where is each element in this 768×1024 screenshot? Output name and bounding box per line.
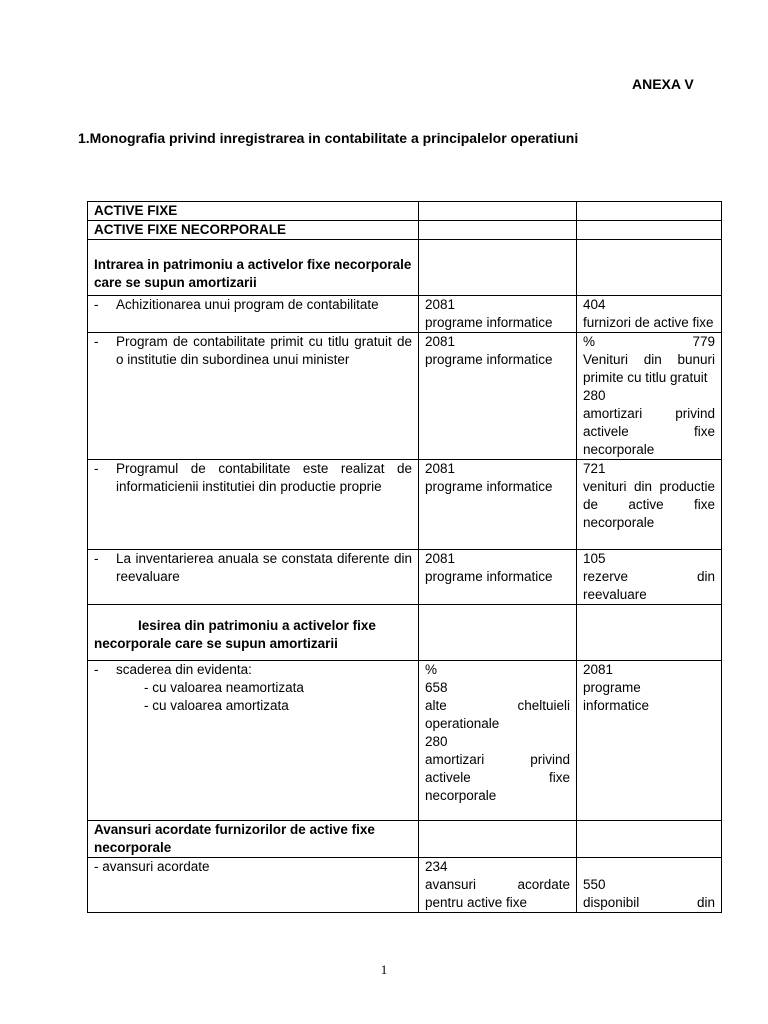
subsection-title-text: Iesirea din patrimoniu a activelor fixe necorporale care se supun amortizarii bbox=[94, 618, 376, 651]
operation-text: scaderea din evidenta: bbox=[116, 662, 252, 677]
empty-cell bbox=[419, 605, 577, 661]
percent-sign: % bbox=[583, 334, 596, 349]
credit-cell bbox=[577, 333, 722, 460]
debit-account-name: programe informatice bbox=[425, 479, 553, 494]
empty-cell bbox=[577, 605, 722, 661]
credit-account-code: 779 bbox=[692, 334, 715, 349]
debit-cell bbox=[419, 550, 577, 605]
debit-account-code: 234 bbox=[425, 859, 448, 874]
debit-account-code: 2081 bbox=[425, 334, 456, 349]
subsection-title: Avansuri acordate furnizorilor de active fixe necorporale bbox=[88, 821, 419, 858]
debit-account-code: 280 bbox=[425, 734, 448, 749]
credit-cell bbox=[577, 460, 722, 550]
table-row bbox=[88, 460, 722, 550]
empty-cell bbox=[419, 221, 577, 240]
list-dash: - bbox=[94, 334, 99, 349]
debit-cell bbox=[419, 333, 577, 460]
table-row bbox=[88, 296, 722, 333]
credit-account-code: 2081 bbox=[583, 662, 614, 677]
operation-cell bbox=[88, 550, 419, 605]
operation-text: La inventarierea anuala se constata diferente din reevaluare bbox=[116, 551, 412, 584]
credit-account-name: furnizori de active fixe bbox=[583, 315, 714, 330]
debit-account-code: 658 bbox=[425, 680, 448, 695]
table-row bbox=[88, 221, 722, 240]
empty-cell bbox=[419, 240, 577, 296]
credit-account-code: 404 bbox=[583, 297, 606, 312]
operation-cell bbox=[88, 460, 419, 550]
credit-account-name: venituri din productie de active fixe necorporale bbox=[583, 479, 715, 530]
debit-account-name: avansuri acordate pentru active fixe bbox=[425, 877, 570, 910]
empty-cell bbox=[577, 221, 722, 240]
empty-cell bbox=[577, 821, 722, 858]
debit-cell bbox=[419, 296, 577, 333]
empty-cell bbox=[419, 821, 577, 858]
subsection-title bbox=[88, 605, 419, 661]
percent-sign: % bbox=[425, 662, 438, 677]
empty-cell bbox=[419, 202, 577, 221]
credit-account-code: 721 bbox=[583, 461, 606, 476]
subsection-title bbox=[88, 240, 419, 296]
debit-account-name: programe informatice bbox=[425, 315, 553, 330]
operation-subitem: - cu valoarea neamortizata bbox=[144, 680, 304, 695]
debit-account-name: amortizari privind activele fixe necorporale bbox=[425, 752, 570, 803]
section-title: ACTIVE FIXE bbox=[88, 202, 419, 221]
credit-account-name: Venituri din bunuri primite cu titlu gratuit bbox=[583, 352, 715, 385]
list-dash: - bbox=[94, 461, 99, 476]
table-row bbox=[88, 858, 722, 913]
credit-cell bbox=[577, 550, 722, 605]
debit-account-code: 2081 bbox=[425, 297, 456, 312]
operation-text: - avansuri acordate bbox=[88, 858, 419, 913]
accounting-table bbox=[87, 201, 722, 913]
operation-text: Achizitionarea unui program de contabilitate bbox=[116, 297, 379, 312]
table-row bbox=[88, 661, 722, 821]
credit-account-code: 105 bbox=[583, 551, 606, 566]
operation-cell bbox=[88, 333, 419, 460]
debit-account-name: programe informatice bbox=[425, 569, 553, 584]
debit-account-code: 2081 bbox=[425, 461, 456, 476]
table-row bbox=[88, 550, 722, 605]
page-number: 1 bbox=[380, 962, 388, 977]
credit-cell bbox=[577, 661, 722, 821]
table-row bbox=[88, 202, 722, 221]
list-dash: - bbox=[94, 297, 99, 312]
credit-account-code: 550 bbox=[583, 877, 606, 892]
debit-account-name: alte cheltuieli operationale bbox=[425, 698, 570, 731]
operation-cell bbox=[88, 661, 419, 821]
section-title: ACTIVE FIXE NECORPORALE bbox=[88, 221, 419, 240]
operation-text: Program de contabilitate primit cu titlu gratuit de o institutie din subordinea unui minister bbox=[116, 334, 412, 367]
credit-account-code: 280 bbox=[583, 388, 606, 403]
debit-account-name: programe informatice bbox=[425, 352, 553, 367]
subsection-title-text: Intrarea in patrimoniu a activelor fixe necorporale care se supun amortizarii bbox=[94, 257, 412, 290]
empty-cell bbox=[577, 240, 722, 296]
table-row bbox=[88, 821, 722, 858]
empty-cell bbox=[577, 202, 722, 221]
credit-account-name: programe informatice bbox=[583, 680, 650, 713]
list-dash: - bbox=[94, 662, 99, 677]
debit-account-code: 2081 bbox=[425, 551, 456, 566]
credit-cell bbox=[577, 296, 722, 333]
credit-account-name: disponibil din bbox=[583, 895, 715, 910]
debit-cell bbox=[419, 661, 577, 821]
debit-cell bbox=[419, 460, 577, 550]
document-heading: 1.Monografia privind inregistrarea in contabilitate a principalelor operatiuni bbox=[78, 130, 579, 146]
operation-cell bbox=[88, 296, 419, 333]
list-dash: - bbox=[94, 551, 99, 566]
operation-subitem: - cu valoarea amortizata bbox=[144, 698, 289, 713]
table-row bbox=[88, 605, 722, 661]
table-row bbox=[88, 240, 722, 296]
operation-text: Programul de contabilitate este realizat de informaticienii institutiei din productie proprie bbox=[116, 461, 412, 494]
debit-cell bbox=[419, 858, 577, 913]
annex-title: ANEXA V bbox=[632, 76, 694, 92]
credit-cell bbox=[577, 858, 722, 913]
credit-account-name: rezerve din reevaluare bbox=[583, 569, 715, 602]
table-row bbox=[88, 333, 722, 460]
credit-account-name: amortizari privind activele fixe necorporale bbox=[583, 406, 715, 457]
